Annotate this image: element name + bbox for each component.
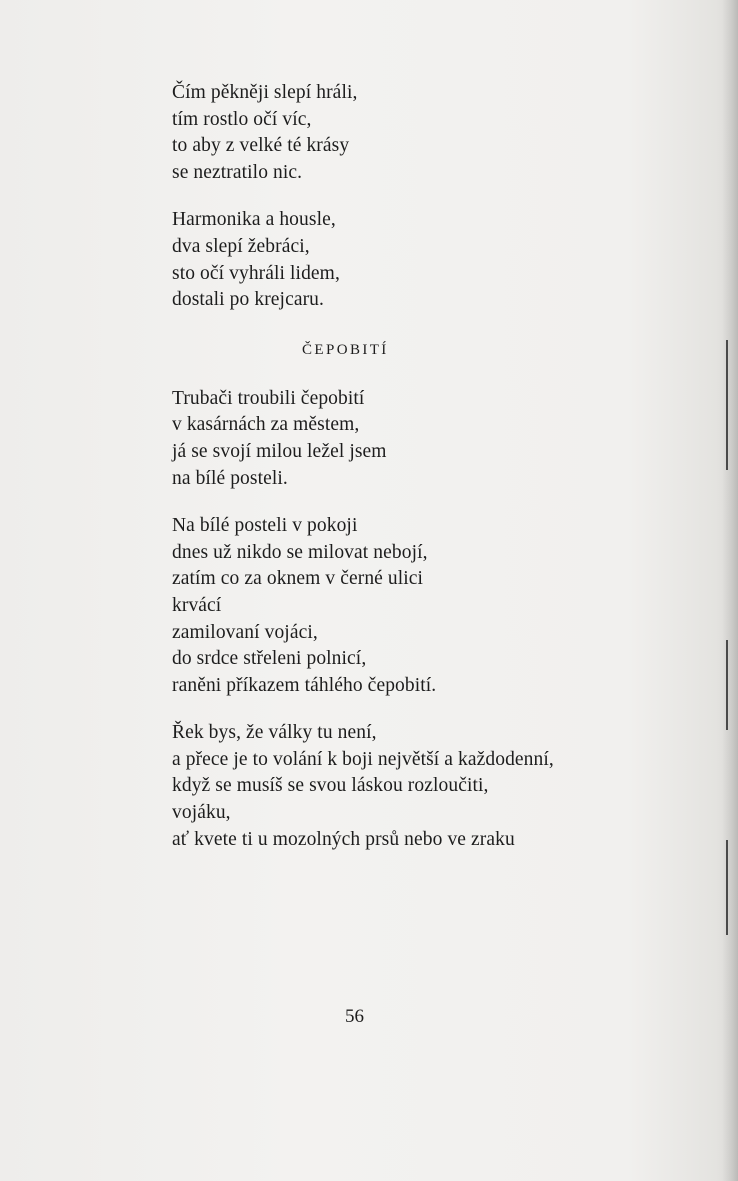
- page-number: 56: [345, 1006, 364, 1027]
- poem-line: dva slepí žebráci,: [172, 235, 310, 257]
- stanza: [172, 80, 554, 186]
- poem-text: [172, 80, 554, 853]
- poem-line: v kasárnách za městem,: [172, 414, 360, 436]
- stanza: [172, 386, 554, 492]
- poem-title: ČEPOBITÍ: [302, 341, 389, 358]
- poem-line: na bílé posteli.: [172, 467, 288, 489]
- poem-line: ať kvete ti u mozolných prsů nebo ve zraku: [172, 828, 515, 850]
- poem-line: Trubači troubili čepobití: [172, 387, 365, 409]
- poem-line: když se musíš se svou láskou rozloučiti,: [172, 775, 489, 797]
- poem-line: raněni příkazem táhlého čepobití.: [172, 674, 437, 696]
- page-edge-mark: [726, 840, 728, 935]
- poem-line: sto očí vyhráli lidem,: [172, 262, 340, 284]
- stanza: [172, 513, 554, 699]
- poem-line: zamilovaní vojáci,: [172, 621, 318, 643]
- poem-line: krvácí: [172, 594, 222, 616]
- stanza: [172, 207, 554, 313]
- poem-line: tím rostlo očí víc,: [172, 108, 312, 130]
- poem-line: vojáku,: [172, 802, 231, 824]
- page-edge-mark: [726, 640, 728, 730]
- poem-line: dostali po krejcaru.: [172, 289, 324, 311]
- poem-line: Řek bys, že války tu není,: [172, 722, 377, 744]
- poem-line: to aby z velké té krásy: [172, 135, 350, 157]
- poem-line: já se svojí milou ležel jsem: [172, 440, 387, 462]
- poem-line: Čím pěkněji slepí hráli,: [172, 82, 358, 103]
- poem-line: Na bílé posteli v pokoji: [172, 515, 358, 537]
- poem-line: zatím co za oknem v černé ulici: [172, 568, 424, 590]
- poem-line: se neztratilo nic.: [172, 161, 303, 183]
- page-edge-shadow: [722, 0, 738, 1181]
- poem-line: a přece je to volání k boji největší a každodenní,: [172, 748, 554, 770]
- poem-line: do srdce střeleni polnicí,: [172, 648, 367, 670]
- poem-line: Harmonika a housle,: [172, 209, 336, 231]
- poem-line: dnes už nikdo se milovat nebojí,: [172, 541, 428, 563]
- page-edge-mark: [726, 340, 728, 470]
- stanza: [172, 720, 554, 853]
